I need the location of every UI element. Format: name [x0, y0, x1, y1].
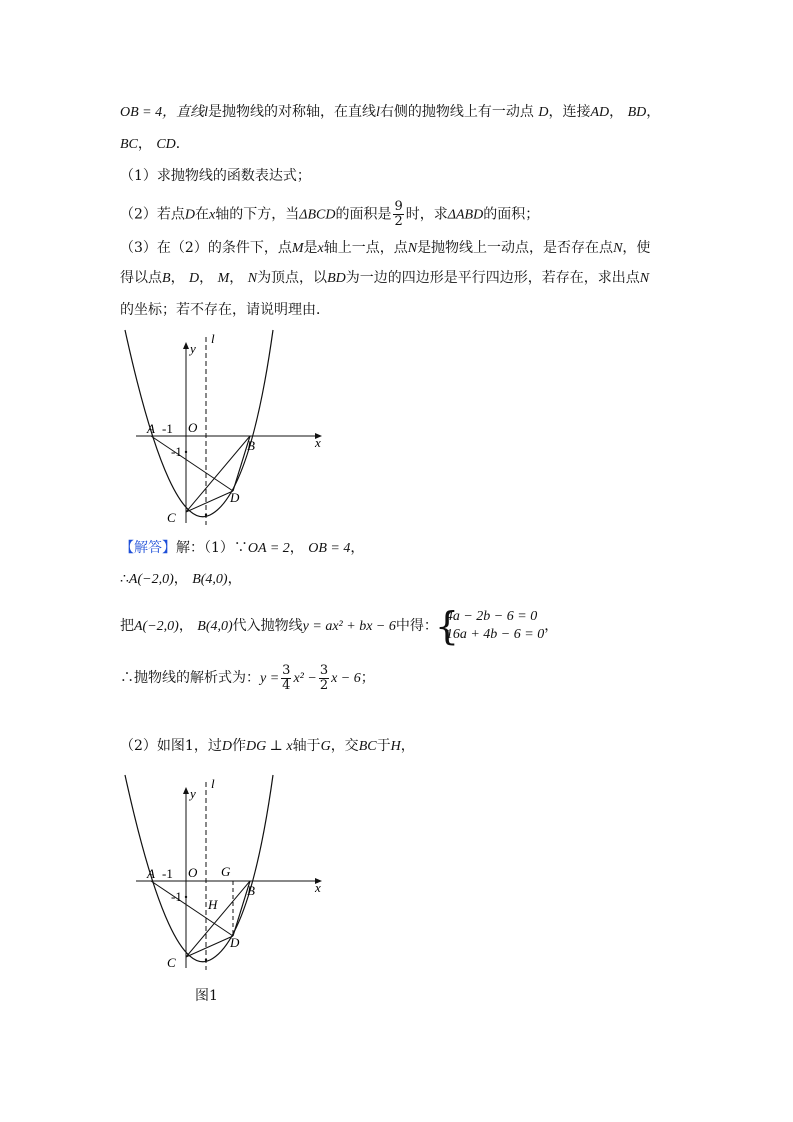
label-y: y	[190, 341, 196, 356]
question-3-line-3: 的坐标；若不存在，请说明理由．	[120, 302, 330, 318]
numerator: 3	[319, 662, 329, 678]
text: 轴的下方，当	[215, 206, 300, 223]
text: ，	[229, 270, 244, 286]
solution-line-4	[120, 662, 375, 695]
expr-x2: x² −	[293, 671, 317, 686]
text: ，	[173, 571, 188, 587]
expr-dg-perp: DG ⊥ x	[245, 739, 293, 754]
point-b: B(4,0)	[197, 619, 233, 634]
text-ob4: OB = 4，直线	[120, 105, 205, 120]
question-3-line-2	[120, 268, 649, 289]
text: ，连接	[548, 104, 591, 120]
text: 作	[231, 738, 246, 754]
text: 是抛物线的对称轴，在直线	[208, 104, 376, 120]
solution-line-2	[120, 569, 242, 590]
question-3-line-1	[120, 238, 650, 259]
text: 得以点	[120, 270, 162, 286]
question-1: （1）求抛物线的函数表达式；	[120, 168, 311, 184]
expr-x-6: x − 6	[331, 671, 361, 686]
label-a: A	[147, 866, 155, 881]
y-axis-arrow	[183, 342, 189, 349]
segment-cd	[186, 491, 233, 512]
text: ，	[400, 738, 415, 754]
denominator: 2	[394, 214, 403, 229]
y-axis-arrow	[183, 787, 189, 794]
segment-cd	[186, 936, 233, 957]
var-n: N	[639, 271, 650, 286]
denominator: 2	[319, 677, 329, 693]
label-d: D	[230, 490, 240, 505]
text: ．	[175, 136, 190, 152]
equation-system	[438, 608, 544, 644]
parabola-diagram-2	[110, 770, 330, 980]
var-x: x	[209, 207, 216, 223]
var-m: M	[217, 271, 230, 286]
label-a: A	[147, 421, 155, 436]
var-cd: CD	[156, 137, 176, 152]
segment-ad	[151, 881, 233, 936]
label-d: D	[230, 935, 240, 950]
label-o: O	[188, 420, 198, 435]
equation-1: { 4a − 2b − 6 = 0	[445, 609, 538, 624]
text: 轴于	[292, 738, 321, 754]
var-d: D	[184, 207, 196, 223]
text: （3）在（2）的条件下，点	[120, 240, 292, 256]
label-x: x	[315, 880, 321, 895]
text: ，	[170, 270, 185, 286]
var-triangle-abd: ΔABD	[447, 207, 484, 223]
numerator: 3	[282, 662, 291, 678]
var-d: D	[538, 105, 549, 120]
figure-parabola-2	[110, 770, 330, 984]
text: 为顶点，以	[257, 270, 328, 286]
label-l: l	[211, 331, 215, 346]
point-b: B(4,0)	[192, 572, 228, 587]
solution-title: 【解答】	[120, 540, 176, 556]
equation-2: 16a + 4b − 6 = 0	[445, 627, 545, 642]
tick-mark	[185, 451, 187, 453]
numerator: 9	[394, 199, 403, 214]
text: 是	[303, 240, 318, 256]
text: ∴抛物线的解析式为：	[120, 670, 260, 686]
text: ，使	[622, 240, 651, 256]
fraction-3-4	[281, 664, 291, 693]
text: ，	[227, 571, 242, 587]
text: ，	[350, 540, 365, 556]
text: ，交	[330, 738, 359, 754]
text: 于	[376, 738, 391, 754]
var-n: N	[613, 241, 623, 256]
var-b: B	[162, 271, 171, 286]
expr-parabola: y = ax² + bx − 6	[302, 619, 396, 634]
expr-oa: OA = 2	[247, 541, 290, 556]
text: 中得：	[395, 618, 438, 634]
text: ，	[137, 136, 152, 152]
var-l: l	[376, 105, 380, 120]
text: 的面积是	[335, 206, 392, 223]
var-h: H	[390, 739, 401, 754]
text: ，	[289, 540, 304, 556]
text: ，	[178, 618, 193, 634]
solution-line-1	[120, 538, 364, 559]
tick-mark	[185, 896, 187, 898]
label-c: C	[167, 510, 176, 525]
parabola-diagram	[110, 325, 330, 535]
text: 把	[120, 618, 134, 634]
label-c: C	[167, 955, 176, 970]
var-bc: BC	[358, 739, 377, 754]
solution-line-3	[120, 606, 558, 647]
label-x: x	[315, 435, 321, 450]
var-x: x	[317, 241, 324, 256]
text: 右侧的抛物线上有一动点	[379, 104, 534, 120]
var-m: M	[291, 241, 304, 256]
text: 解：（1）∵	[176, 540, 248, 556]
problem-line-1	[120, 102, 660, 123]
var-triangle-bcd: ΔBCD	[299, 207, 336, 223]
vertex-dot	[205, 514, 207, 516]
text: ；	[360, 670, 375, 686]
var-l: l	[204, 105, 208, 120]
text: ，	[544, 618, 559, 634]
text: （2）若点	[120, 206, 185, 223]
figure-parabola-1	[110, 325, 330, 539]
var-bc: BC	[120, 137, 138, 152]
label-b: B	[247, 883, 255, 898]
text: 的面积；	[483, 206, 540, 223]
point-a: A(−2,0)	[128, 572, 174, 587]
text: 代入抛物线	[232, 618, 303, 634]
label-l: l	[211, 776, 215, 791]
var-bd: BD	[327, 271, 346, 286]
text: ，	[609, 104, 624, 120]
var-bd: BD	[627, 105, 647, 120]
label-minus-1-y: -1	[171, 444, 182, 459]
var-d: D	[221, 739, 232, 754]
label-h: H	[208, 897, 218, 912]
text: ，	[199, 270, 214, 286]
text: 时，求	[405, 206, 448, 223]
text: （2）如图1，过	[120, 738, 222, 754]
fraction-3-2	[319, 664, 329, 693]
point-a: A(−2,0)	[134, 619, 179, 634]
text: 为一边的四边形是平行四边形，若存在，求出点	[345, 270, 640, 286]
vertex-dot	[205, 959, 207, 961]
text: 在	[195, 206, 210, 223]
solution-line-5	[120, 736, 415, 757]
label-minus-1: -1	[162, 866, 173, 881]
var-g: G	[320, 739, 331, 754]
var-d: D	[189, 271, 200, 286]
label-o: O	[188, 865, 198, 880]
var-n: N	[247, 271, 258, 286]
label-minus-1: -1	[162, 421, 173, 436]
text: ∴	[120, 571, 129, 587]
expr-y-eq: y =	[260, 671, 280, 686]
segment-ad	[151, 436, 233, 491]
label-y: y	[190, 786, 196, 801]
var-n: N	[407, 241, 418, 256]
fraction-9-2	[393, 200, 403, 229]
figure-caption: 图1	[195, 988, 218, 1004]
text: ，	[646, 104, 661, 120]
problem-line-2	[120, 134, 190, 155]
expr-ob: OB = 4	[308, 541, 351, 556]
question-2	[120, 200, 539, 230]
text: 轴上一点，点	[323, 240, 408, 256]
label-b: B	[247, 438, 255, 453]
label-g: G	[221, 864, 231, 879]
denominator: 4	[282, 677, 291, 693]
text: 是抛物线上一动点，是否存在点	[417, 240, 614, 256]
var-ad: AD	[590, 105, 610, 120]
label-minus-1-y: -1	[171, 889, 182, 904]
